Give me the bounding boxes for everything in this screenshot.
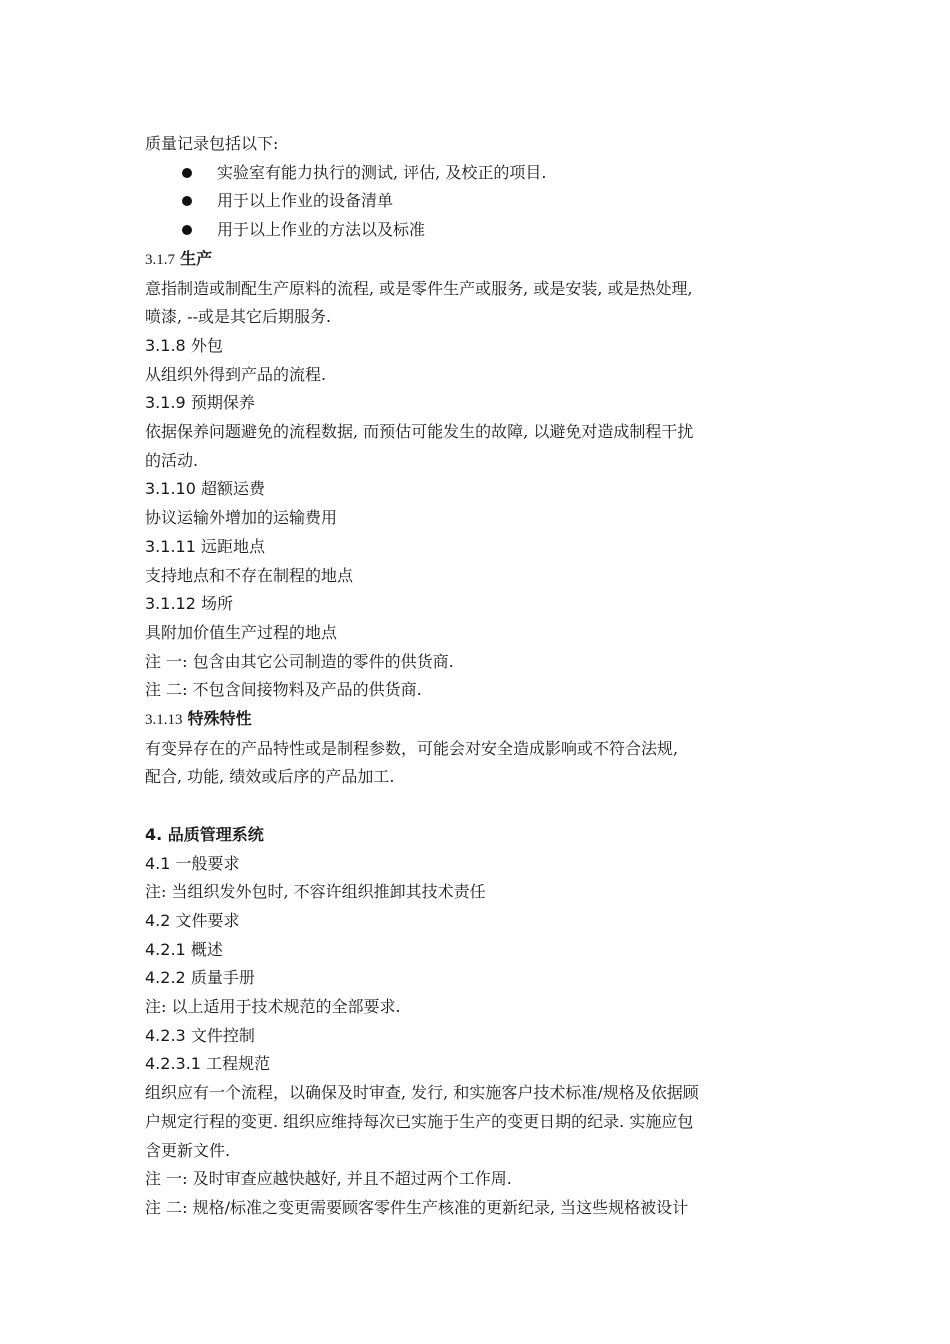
note: 注: 以上适用于技术规范的全部要求. — [145, 997, 401, 1017]
section-heading-3-1-12: 3.1.12 场所 — [145, 594, 233, 614]
intro-text: 质量记录包括以下: — [145, 134, 279, 153]
note: 注 一: 及时审查应越快越好, 并且不超过两个工作周. — [145, 1169, 512, 1189]
paragraph: 的活动. — [145, 450, 199, 470]
section-heading-4-2-3: 4.2.3 文件控制 — [145, 1025, 255, 1045]
blank-line — [145, 792, 815, 821]
note: 注 一: 包含由其它公司制造的零件的供货商. — [145, 651, 454, 671]
section-heading-3-1-7: 3.1.7 生产 — [145, 248, 213, 268]
paragraph: 喷漆, --或是其它后期服务. — [145, 307, 332, 327]
paragraph: 依据保养问题避免的流程数据, 而预估可能发生的故障, 以避免对造成制程干扰 — [145, 422, 694, 442]
paragraph: 支持地点和不存在制程的地点 — [145, 565, 354, 585]
paragraph: 配合, 功能, 绩效或后序的产品加工. — [145, 767, 395, 787]
section-heading-3-1-10: 3.1.10 超额运费 — [145, 479, 265, 499]
section-heading-4-1: 4.1 一般要求 — [145, 853, 240, 873]
section-heading-3-1-8: 3.1.8 外包 — [145, 335, 223, 355]
section-heading-3-1-9: 3.1.9 预期保养 — [145, 393, 255, 413]
note: 注: 当组织发外包时, 不容许组织推卸其技术责任 — [145, 882, 486, 902]
list-item: 实验室有能力执行的测试, 评估, 及校正的项目. — [145, 159, 815, 188]
section-heading-4-2-3-1: 4.2.3.1 工程规范 — [145, 1054, 271, 1074]
section-heading-4-2-1: 4.2.1 概述 — [145, 939, 223, 959]
paragraph: 户规定行程的变更. 组织应维持每次已实施于生产的变更日期的纪录. 实施应包 — [145, 1111, 694, 1131]
paragraph: 含更新文件. — [145, 1140, 231, 1160]
bullet-icon — [182, 196, 192, 206]
paragraph: 组织应有一个流程，以确保及时审查, 发行, 和实施客户技术标准/规格及依据顾 — [145, 1083, 699, 1103]
paragraph: 有变异存在的产品特性或是制程参数，可能会对安全造成影响或不符合法规, — [145, 738, 679, 758]
list-item: 用于以上作业的方法以及标准 — [145, 216, 815, 245]
section-heading-3-1-11: 3.1.11 远距地点 — [145, 536, 265, 556]
bullet-icon — [182, 225, 192, 235]
note: 注 二: 不包含间接物料及产品的供货商. — [145, 680, 422, 700]
paragraph: 意指制造或制配生产原料的流程, 或是零件生产或服务, 或是安装, 或是热处理, — [145, 278, 693, 298]
section-heading-4-2-2: 4.2.2 质量手册 — [145, 968, 255, 988]
section-heading-4-2: 4.2 文件要求 — [145, 910, 240, 930]
document-page — [145, 130, 815, 1223]
note: 注 二: 规格/标准之变更需要顾客零件生产核准的更新纪录, 当这些规格被设计 — [145, 1198, 689, 1217]
list-item: 用于以上作业的设备清单 — [145, 187, 815, 216]
paragraph: 从组织外得到产品的流程. — [145, 364, 327, 384]
bullet-icon — [182, 168, 192, 178]
section-heading-3-1-13: 3.1.13 特殊特性 — [145, 709, 252, 729]
record-bullet-list — [145, 159, 815, 245]
section-heading-4: 4. 品质管理系统 — [145, 824, 264, 844]
paragraph: 具附加价值生产过程的地点 — [145, 622, 338, 642]
paragraph: 协议运输外增加的运输费用 — [145, 508, 338, 528]
